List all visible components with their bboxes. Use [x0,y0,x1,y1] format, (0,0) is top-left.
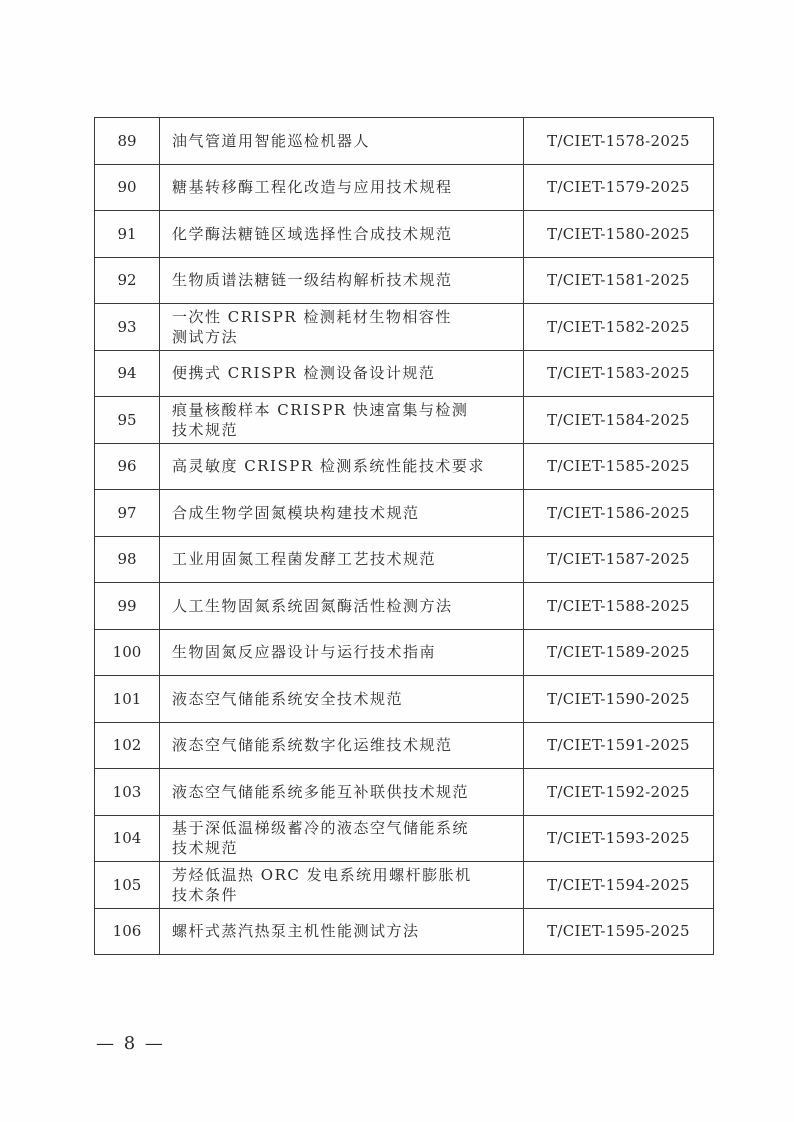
standard-code: T/CIET-1584-2025 [524,397,714,444]
standard-title [160,443,524,490]
standard-title-line: 技术规范 [172,839,239,858]
row-number: 103 [95,769,160,816]
table-row [95,815,714,862]
standard-title [160,908,524,955]
table-row [95,490,714,537]
row-number: 101 [95,676,160,723]
standard-title-line: 生物固氮反应器设计与运行技术指南 [172,643,437,662]
standards-table-body [95,118,714,955]
standard-title-line: 测试方法 [172,327,239,346]
standard-title-line: 液态空气储能系统数字化运维技术规范 [172,736,453,755]
standard-title-line: 高灵敏度 CRISPR 检测系统性能技术要求 [172,457,485,476]
standard-title-line: 基于深低温梯级蓄冷的液态空气储能系统 [172,819,470,838]
table-row [95,257,714,304]
standard-title-line: 液态空气储能系统多能互补联供技术规范 [172,782,470,801]
standard-title [160,164,524,211]
table-row [95,676,714,723]
standard-title [160,350,524,397]
row-number: 95 [95,397,160,444]
row-number: 100 [95,629,160,676]
standard-code: T/CIET-1585-2025 [524,443,714,490]
row-number: 90 [95,164,160,211]
standard-title-line: 芳烃低温热 ORC 发电系统用螺杆膨胀机 [172,865,472,884]
standard-code: T/CIET-1579-2025 [524,164,714,211]
table-row [95,118,714,165]
standard-title [160,304,524,351]
row-number: 96 [95,443,160,490]
standard-code: T/CIET-1581-2025 [524,257,714,304]
row-number: 104 [95,815,160,862]
standard-title [160,118,524,165]
table-row [95,722,714,769]
standard-title [160,211,524,258]
row-number: 102 [95,722,160,769]
standard-title-line: 痕量核酸样本 CRISPR 快速富集与检测 [172,400,469,419]
page-number: — 8 — [96,1033,165,1054]
standard-title-line: 工业用固氮工程菌发酵工艺技术规范 [172,550,437,569]
standard-title-line: 生物质谱法糖链一级结构解析技术规范 [172,271,453,290]
standard-title [160,490,524,537]
standard-title [160,676,524,723]
table-row [95,164,714,211]
row-number: 106 [95,908,160,955]
table-row [95,304,714,351]
standard-code: T/CIET-1587-2025 [524,536,714,583]
standard-title-line: 技术条件 [172,885,239,904]
standard-code: T/CIET-1580-2025 [524,211,714,258]
standard-title-line: 合成生物学固氮模块构建技术规范 [172,503,420,522]
standard-title [160,629,524,676]
row-number: 97 [95,490,160,537]
table-row [95,350,714,397]
row-number: 105 [95,862,160,909]
standard-title-line: 糖基转移酶工程化改造与应用技术规程 [172,178,453,197]
standard-title [160,583,524,630]
row-number: 94 [95,350,160,397]
row-number: 99 [95,583,160,630]
table-row [95,536,714,583]
standard-code: T/CIET-1594-2025 [524,862,714,909]
standard-code: T/CIET-1590-2025 [524,676,714,723]
standard-code: T/CIET-1593-2025 [524,815,714,862]
standard-code: T/CIET-1582-2025 [524,304,714,351]
standard-title [160,536,524,583]
standard-title [160,397,524,444]
row-number: 91 [95,211,160,258]
table-row [95,908,714,955]
standard-title [160,815,524,862]
row-number: 92 [95,257,160,304]
standard-title-line: 人工生物固氮系统固氮酶活性检测方法 [172,596,453,615]
row-number: 89 [95,118,160,165]
standard-title-line: 螺杆式蒸汽热泵主机性能测试方法 [172,922,420,941]
standard-title-line: 液态空气储能系统安全技术规范 [172,689,404,708]
standard-code: T/CIET-1583-2025 [524,350,714,397]
standard-title [160,862,524,909]
standard-title-line: 便携式 CRISPR 检测设备设计规范 [172,364,436,383]
table-row [95,629,714,676]
table-row [95,862,714,909]
row-number: 93 [95,304,160,351]
standard-title [160,769,524,816]
table-row [95,443,714,490]
standard-title-line: 化学酶法糖链区域选择性合成技术规范 [172,224,453,243]
standard-title [160,257,524,304]
standard-title-line: 一次性 CRISPR 检测耗材生物相容性 [172,307,452,326]
standard-code: T/CIET-1591-2025 [524,722,714,769]
standard-code: T/CIET-1592-2025 [524,769,714,816]
table-row [95,211,714,258]
standard-code: T/CIET-1586-2025 [524,490,714,537]
table-row [95,769,714,816]
standard-code: T/CIET-1588-2025 [524,583,714,630]
standard-title [160,722,524,769]
table-row [95,397,714,444]
standard-code: T/CIET-1589-2025 [524,629,714,676]
row-number: 98 [95,536,160,583]
standard-code: T/CIET-1595-2025 [524,908,714,955]
standard-code: T/CIET-1578-2025 [524,118,714,165]
standard-title-line: 技术规范 [172,420,239,439]
table-row [95,583,714,630]
standards-table [94,117,714,955]
standard-title-line: 油气管道用智能巡检机器人 [172,131,371,150]
